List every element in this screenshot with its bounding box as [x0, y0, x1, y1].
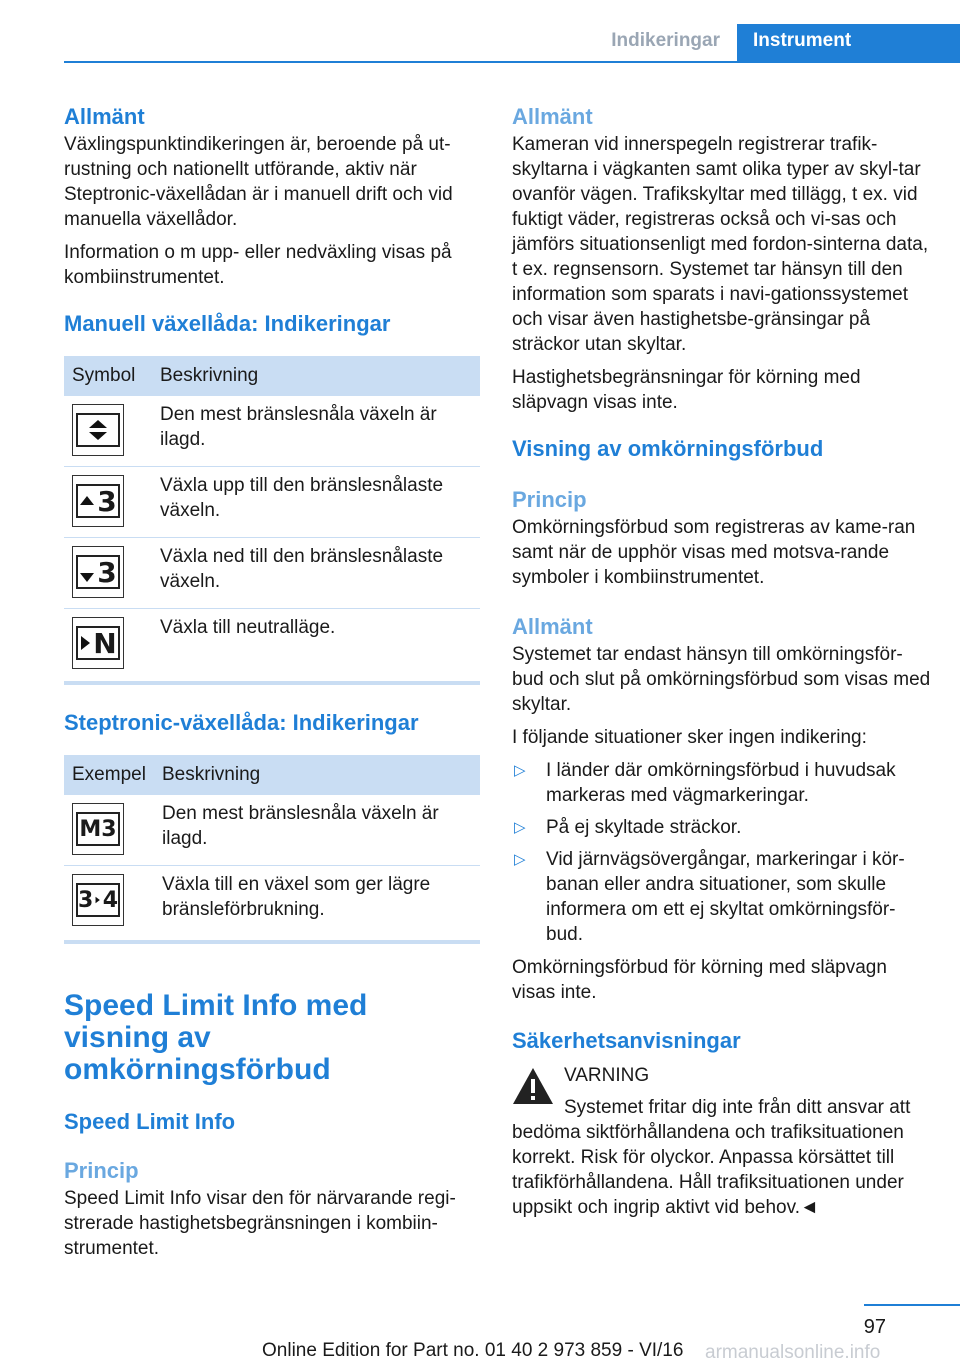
heading-sakerhet: Säkerhetsanvisningar — [512, 1028, 741, 1053]
table-row — [64, 609, 480, 678]
paragraph-camera: Kameran vid innerspegeln registrerar trafik-skyltarna i vägkanten samt olika typer av skyl-tar ovanför vägen. Trafikskyltar med tillägg, t ex. vid fuktigt väder, registreras också och vi-sas och jämförs situationsenligt med fordon-sinterna data, t ex. regnsensorn. Systemet tar hänsyn till den information som sparats i navi-gationssystemet och visar även hastighetsbe-gränsingar på sträckor utan skyltar. — [512, 134, 929, 355]
heading-visning: Visning av omkörningsförbud — [512, 436, 824, 461]
shift-gear-icon — [72, 874, 124, 926]
table-header-row — [64, 356, 480, 396]
left-column — [64, 104, 480, 1261]
list-item — [512, 758, 932, 808]
table-cell-description: Den mest bränslesnåla växeln är ilagd. — [154, 795, 480, 866]
shift-from-digit: 3 — [78, 887, 94, 913]
column-header-description: Beskrivning — [152, 356, 480, 396]
neutral-letter: N — [93, 626, 117, 660]
paragraph-intro: Växlingspunktindikeringen är, beroende på ut-rustning och nationellt utförande, aktiv när Steptronic-växellådan är i manuell drift och vid manuella växellådor. — [64, 134, 453, 230]
column-header-symbol: Symbol — [64, 356, 152, 396]
optimal-gear-icon — [72, 404, 124, 456]
header-rule — [64, 61, 960, 63]
shift-up-gear-digit: 3 — [97, 484, 117, 518]
column-header-description: Beskrivning — [154, 755, 480, 795]
heading-steptronic: Steptronic-växellåda: Indikeringar — [64, 710, 419, 735]
edition-line: Online Edition for Part no. 01 40 2 973 859 - VI/16 — [262, 1340, 684, 1361]
situation-list — [512, 758, 932, 947]
list-item — [512, 815, 932, 840]
table-cell-description: Växla till en växel som ger lägre bränsleförbrukning. — [162, 874, 431, 920]
heading-princip: Princip — [64, 1158, 139, 1183]
header-chapter-tab: Instrument — [737, 24, 960, 62]
warning-triangle-icon — [512, 1067, 554, 1105]
header-section-tab: Indikeringar — [611, 30, 720, 51]
paragraph-trailer-overtaking: Omkörningsförbud för körning med släpvagn visas inte. — [512, 957, 887, 1003]
heading-allmant: Allmänt — [64, 104, 145, 129]
heading-princip-right: Princip — [512, 487, 587, 512]
list-item-text: I länder där omkörningsförbud i huvudsak markeras med vägmarkeringar. — [546, 760, 896, 806]
table-row — [64, 795, 480, 866]
table-row — [64, 396, 480, 467]
table-row — [64, 467, 480, 538]
manual-gearbox-table — [64, 356, 480, 677]
table-cell-description: Växla upp till den bränslesnålaste växeln. — [152, 467, 480, 538]
warning-title: VARNING — [564, 1065, 650, 1086]
triangle-bullet-icon: ▷ — [514, 819, 526, 836]
paragraph-trailer: Hastighetsbegränsningar för körning med släpvagn visas inte. — [512, 367, 861, 413]
list-item-text: Vid järnvägsövergångar, markeringar i kör-banan eller andra situationer, som skulle informera om ett ej skyltat omkörningsför-bud. — [546, 849, 905, 945]
heading-manuell: Manuell växellåda: Indikeringar — [64, 311, 391, 336]
steptronic-table — [64, 755, 480, 936]
heading-speed-limit-info: Speed Limit Info — [64, 1109, 236, 1134]
watermark: armanualsonline.info — [705, 1342, 881, 1363]
paragraph-situations: I följande situationer sker ingen indikering: — [512, 727, 867, 748]
list-item-text: På ej skyltade sträckor. — [546, 817, 742, 838]
heading-speed-limit-info-main: Speed Limit Info med visning av omkörningsförbud — [64, 989, 368, 1086]
warning-text: Systemet fritar dig inte från ditt ansvar att bedöma siktförhållandena och trafiksituationen korrekt. Risk för olyckor. Anpassa körsättet till trafikförhållandena. Håll trafiksituationen under uppsikt och ingrip aktivt vid behov.◄ — [512, 1097, 911, 1218]
neutral-icon — [72, 617, 124, 669]
table-cell-description: Växla till neutralläge. — [160, 617, 336, 638]
column-header-example: Exempel — [64, 755, 154, 795]
manual-gear-label: M3 — [76, 812, 120, 846]
table-end-rule — [64, 681, 480, 685]
shift-to-digit: 4 — [102, 887, 118, 913]
heading-allmant-2: Allmänt — [512, 614, 593, 639]
page-number: 97 — [863, 1316, 886, 1338]
warning-block — [512, 1063, 932, 1220]
table-cell-description: Växla ned till den bränslesnålaste växeln. — [152, 538, 480, 609]
paragraph-princip-right: Omkörningsförbud som registreras av kame-ran samt när de upphör visas med motsva-rande symboler i kombiinstrumentet. — [512, 517, 916, 588]
triangle-bullet-icon: ▷ — [514, 851, 526, 868]
shift-up-icon — [72, 475, 124, 527]
paragraph-allmant-2: Systemet tar endast hänsyn till omkörningsför-bud och slut på omkörningsförbud som visas med skyltar. — [512, 644, 931, 715]
footer-rule — [864, 1304, 960, 1306]
table-row — [64, 538, 480, 609]
paragraph-princip: Speed Limit Info visar den för närvarande regi-strerade hastighetsbegränsningen i kombiin-strumentet. — [64, 1188, 456, 1259]
table-row — [64, 866, 480, 937]
triangle-bullet-icon: ▷ — [514, 762, 526, 779]
table-cell-description: Den mest bränslesnåla växeln är ilagd. — [152, 396, 480, 467]
manual-gear-m3-icon — [72, 803, 124, 855]
shift-down-icon — [72, 546, 124, 598]
right-column — [512, 104, 932, 1220]
shift-down-gear-digit: 3 — [97, 555, 117, 589]
table-header-row — [64, 755, 480, 795]
paragraph-info: Information o m upp- eller nedväxling visas på kombiinstrumentet. — [64, 242, 452, 288]
table-end-rule — [64, 940, 480, 944]
heading-allmant-right: Allmänt — [512, 104, 593, 129]
list-item — [512, 847, 932, 947]
